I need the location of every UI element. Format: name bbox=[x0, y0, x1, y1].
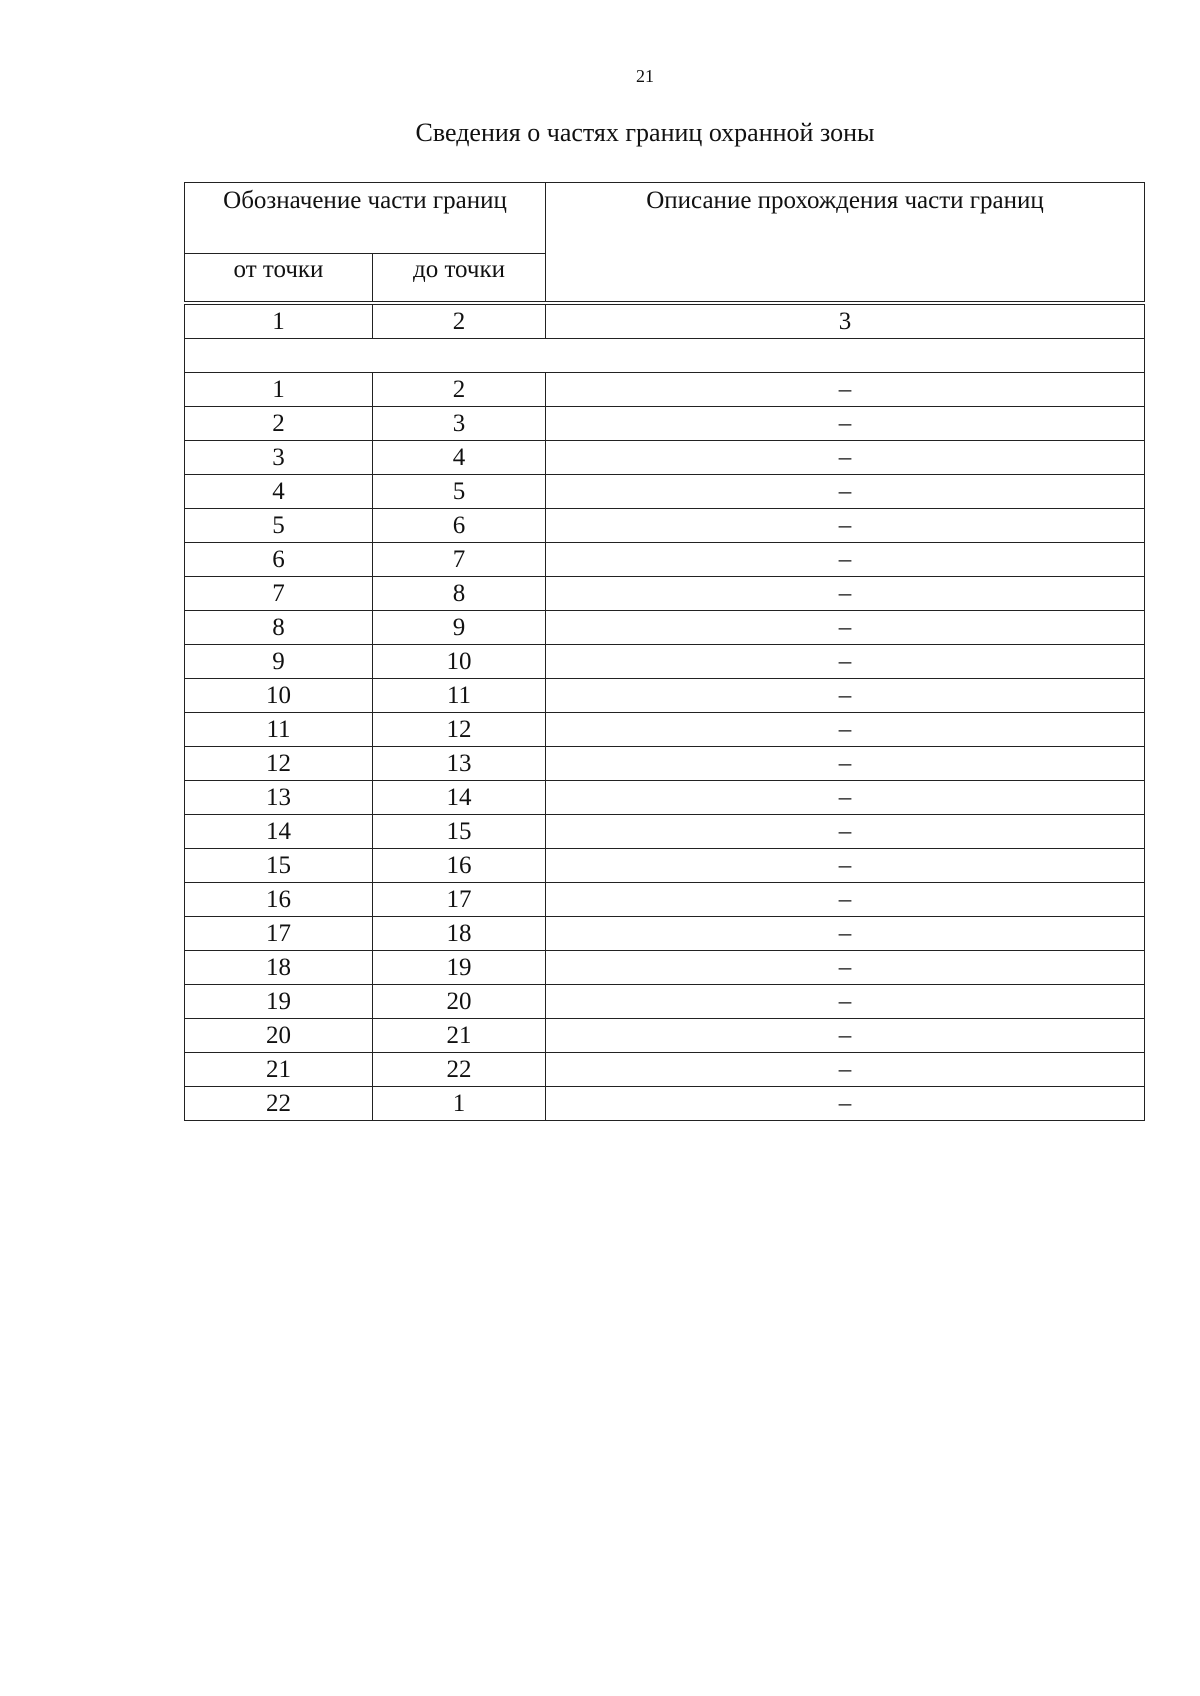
cell-desc: – bbox=[546, 645, 1145, 679]
header-to-point: до точки bbox=[373, 254, 546, 302]
table-header bbox=[184, 182, 1145, 302]
table-row bbox=[185, 849, 1145, 883]
cell-from: 14 bbox=[185, 815, 373, 849]
table-row bbox=[185, 441, 1145, 475]
cell-desc: – bbox=[546, 611, 1145, 645]
table-row bbox=[185, 611, 1145, 645]
cell-from: 17 bbox=[185, 917, 373, 951]
cell-to: 11 bbox=[373, 679, 546, 713]
table-row bbox=[185, 475, 1145, 509]
cell-to: 22 bbox=[373, 1053, 546, 1087]
cell-to: 4 bbox=[373, 441, 546, 475]
cell-to: 20 bbox=[373, 985, 546, 1019]
cell-to: 17 bbox=[373, 883, 546, 917]
header-boundary-designation: Обозначение части границ bbox=[185, 183, 546, 254]
table-row bbox=[185, 951, 1145, 985]
cell-from: 2 bbox=[185, 407, 373, 441]
cell-desc: – bbox=[546, 475, 1145, 509]
cell-desc: – bbox=[546, 747, 1145, 781]
cell-from: 6 bbox=[185, 543, 373, 577]
cell-desc: – bbox=[546, 917, 1145, 951]
table-row bbox=[185, 1053, 1145, 1087]
cell-desc: – bbox=[546, 1019, 1145, 1053]
cell-to: 5 bbox=[373, 475, 546, 509]
cell-desc: – bbox=[546, 713, 1145, 747]
cell-to: 12 bbox=[373, 713, 546, 747]
cell-to: 15 bbox=[373, 815, 546, 849]
cell-desc: – bbox=[546, 543, 1145, 577]
cell-desc: – bbox=[546, 679, 1145, 713]
cell-from: 11 bbox=[185, 713, 373, 747]
cell-to: 2 bbox=[373, 373, 546, 407]
cell-desc: – bbox=[546, 985, 1145, 1019]
page-number: 21 bbox=[636, 66, 654, 86]
cell-to: 16 bbox=[373, 849, 546, 883]
cell-from: 1 bbox=[185, 373, 373, 407]
table-row bbox=[185, 407, 1145, 441]
table-row bbox=[185, 713, 1145, 747]
cell-desc: – bbox=[546, 849, 1145, 883]
header-boundary-description: Описание прохождения части границ bbox=[546, 183, 1145, 302]
table-row bbox=[185, 985, 1145, 1019]
cell-desc: – bbox=[546, 883, 1145, 917]
column-number-row bbox=[185, 305, 1145, 339]
cell-desc: – bbox=[546, 781, 1145, 815]
boundary-table-body bbox=[185, 305, 1145, 1121]
cell-from: 9 bbox=[185, 645, 373, 679]
cell-desc: – bbox=[546, 509, 1145, 543]
table-row bbox=[185, 781, 1145, 815]
blank-cell bbox=[185, 339, 1145, 373]
blank-row bbox=[185, 339, 1145, 373]
cell-desc: – bbox=[546, 441, 1145, 475]
table-row bbox=[185, 543, 1145, 577]
cell-to: 14 bbox=[373, 781, 546, 815]
cell-from: 12 bbox=[185, 747, 373, 781]
table-row bbox=[185, 917, 1145, 951]
cell-desc: – bbox=[546, 407, 1145, 441]
table-row bbox=[185, 577, 1145, 611]
table-row bbox=[185, 747, 1145, 781]
cell-from: 5 bbox=[185, 509, 373, 543]
cell-from: 16 bbox=[185, 883, 373, 917]
table-row bbox=[185, 373, 1145, 407]
header-from-point: от точки bbox=[185, 254, 373, 302]
table-row bbox=[185, 1087, 1145, 1121]
cell-to: 18 bbox=[373, 917, 546, 951]
cell-from: 21 bbox=[185, 1053, 373, 1087]
table-row bbox=[185, 1019, 1145, 1053]
cell-from: 3 bbox=[185, 441, 373, 475]
cell-to: 6 bbox=[373, 509, 546, 543]
column-number: 2 bbox=[373, 305, 546, 339]
cell-to: 8 bbox=[373, 577, 546, 611]
cell-from: 15 bbox=[185, 849, 373, 883]
cell-to: 7 bbox=[373, 543, 546, 577]
cell-to: 3 bbox=[373, 407, 546, 441]
cell-from: 10 bbox=[185, 679, 373, 713]
cell-from: 8 bbox=[185, 611, 373, 645]
column-number: 1 bbox=[185, 305, 373, 339]
cell-to: 13 bbox=[373, 747, 546, 781]
cell-from: 22 bbox=[185, 1087, 373, 1121]
cell-to: 9 bbox=[373, 611, 546, 645]
cell-from: 20 bbox=[185, 1019, 373, 1053]
cell-desc: – bbox=[546, 373, 1145, 407]
cell-to: 10 bbox=[373, 645, 546, 679]
table-row bbox=[185, 679, 1145, 713]
cell-from: 18 bbox=[185, 951, 373, 985]
table-row bbox=[185, 815, 1145, 849]
cell-to: 19 bbox=[373, 951, 546, 985]
cell-desc: – bbox=[546, 1087, 1145, 1121]
cell-desc: – bbox=[546, 815, 1145, 849]
cell-from: 7 bbox=[185, 577, 373, 611]
cell-from: 19 bbox=[185, 985, 373, 1019]
boundary-table bbox=[184, 304, 1145, 1121]
table-row bbox=[185, 645, 1145, 679]
cell-desc: – bbox=[546, 577, 1145, 611]
cell-from: 13 bbox=[185, 781, 373, 815]
cell-to: 1 bbox=[373, 1087, 546, 1121]
table-row bbox=[185, 509, 1145, 543]
column-number: 3 bbox=[546, 305, 1145, 339]
cell-from: 4 bbox=[185, 475, 373, 509]
cell-desc: – bbox=[546, 951, 1145, 985]
cell-desc: – bbox=[546, 1053, 1145, 1087]
document-title: Сведения о частях границ охранной зоны bbox=[415, 118, 875, 147]
table-row bbox=[185, 883, 1145, 917]
cell-to: 21 bbox=[373, 1019, 546, 1053]
